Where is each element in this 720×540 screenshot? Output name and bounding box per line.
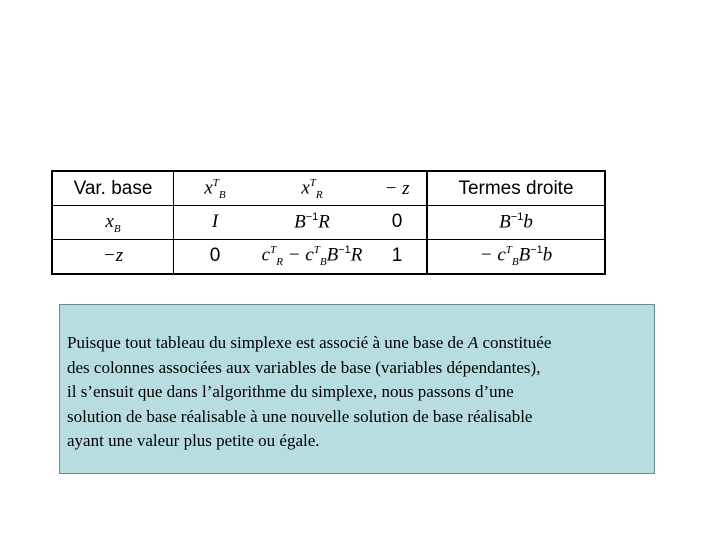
row1-identity: I — [174, 206, 257, 240]
header-xr-transpose: $x^T_R$ — [301, 176, 323, 201]
row2-var-minus-z: −z — [53, 239, 174, 273]
text-line-2: des colonnes associées aux variables de base (variables dépendantes), — [67, 357, 541, 377]
table-row — [53, 239, 604, 273]
row2-reduced-cost: $c^T_R - c^T_BB^{-1}R$ — [256, 239, 368, 273]
header-xb-transpose: $x^T_B$ — [204, 176, 226, 201]
table-header-row — [53, 172, 604, 206]
row2-objective-value: − $c^T_BB^{-1}b$ — [427, 239, 604, 273]
text-line-3: il s’ensuit que dans l’algorithme du simplexe, nous passons d’une — [67, 382, 514, 401]
header-minus-z: − z — [368, 172, 427, 206]
row1-var-xb: $x_B$ — [53, 206, 174, 240]
table-row — [53, 206, 604, 240]
explanation-text-box — [59, 304, 655, 474]
row2-zero: 0 — [174, 239, 257, 273]
text-line-1: Puisque tout tableau du simplexe est associé à une base de A constituée — [67, 333, 552, 352]
header-var-base: Var. base — [53, 172, 174, 206]
text-line-5: ayant une valeur plus petite ou égale. — [67, 431, 320, 450]
row1-binv-r: $B^{-1}R$ — [256, 206, 368, 240]
row1-zero: 0 — [368, 206, 427, 240]
header-termes-droite: Termes droite — [458, 177, 574, 199]
text-line-4: solution de base réalisable à une nouvelle solution de base réalisable — [67, 406, 533, 426]
row1-binv-b: $B^{-1}b$ — [427, 206, 604, 240]
simplex-tableau — [51, 170, 606, 275]
row2-one: 1 — [368, 239, 427, 273]
